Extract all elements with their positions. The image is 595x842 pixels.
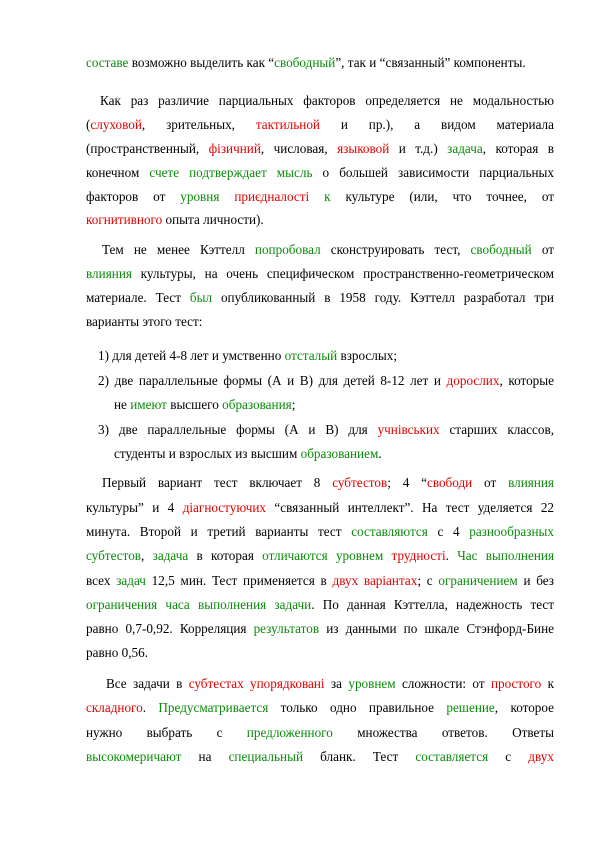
highlighted-text-red: дорослих (446, 373, 500, 388)
text-run: ; 4 “ (387, 475, 427, 490)
text-line (98, 348, 554, 364)
text-run: и т.д.) (389, 141, 448, 156)
highlighted-text-red: діагностуючих (182, 500, 266, 515)
highlighted-text-green: отличаются уровнем (262, 548, 384, 563)
text-run: факторов от (86, 189, 181, 204)
text-line (102, 242, 554, 258)
highlighted-text-green: высокомеричают (86, 749, 182, 764)
text-line (106, 676, 554, 692)
text-line (86, 55, 554, 71)
text-line (86, 548, 554, 564)
text-run: ”, так и “связанный” компоненты. (335, 55, 526, 70)
text-line (86, 266, 554, 282)
highlighted-text-red: языковой (337, 141, 390, 156)
text-run: ; с (417, 573, 439, 588)
text-run: 12,5 мин. Тест применяется в (145, 573, 333, 588)
text-run: . (142, 700, 159, 715)
highlighted-text-green: уровня (180, 189, 220, 204)
highlighted-text-green: задача (447, 141, 483, 156)
highlighted-text-green: свободный (274, 55, 336, 70)
text-run: , зрительных, (141, 117, 256, 132)
highlighted-text-green: имеют (130, 397, 167, 412)
text-run: минута. Второй и третий варианты тест (86, 524, 352, 539)
highlighted-text-red: учнівських (377, 422, 440, 437)
highlighted-text-green: ограничения часа выполнения задачи (86, 597, 312, 612)
text-line (86, 621, 554, 637)
highlighted-text-red: тактильной (255, 117, 320, 132)
highlighted-text-red: приєдналості (234, 189, 310, 204)
text-run: не (114, 397, 131, 412)
text-run: 2) две параллельные формы (А и В) для детей 8-12 лет и (98, 373, 447, 388)
text-line (86, 645, 554, 661)
text-run: сложности: от (395, 676, 491, 691)
highlighted-text-green: результатов (253, 621, 320, 636)
highlighted-text-green: субтестов (86, 548, 142, 563)
text-run: студенты и взрослых из высшим (114, 446, 301, 461)
text-run: . (445, 548, 458, 563)
text-run: с (488, 749, 529, 764)
text-run: конечном (86, 165, 150, 180)
text-run: к (541, 676, 554, 691)
text-run: от (531, 242, 555, 257)
highlighted-text-green: влияния (508, 475, 554, 490)
highlighted-text-red: субтестов (332, 475, 388, 490)
text-run: с 4 (427, 524, 470, 539)
text-run: нужно выбрать с (86, 725, 247, 740)
text-line (86, 749, 554, 765)
highlighted-text-red: фізичний (208, 141, 261, 156)
highlighted-text-green: был (189, 290, 213, 305)
text-line (86, 314, 554, 330)
text-run (309, 189, 324, 204)
text-line (86, 212, 554, 228)
highlighted-text-green: образования (222, 397, 292, 412)
highlighted-text-red: двух (528, 749, 554, 764)
text-line (86, 597, 554, 613)
text-run: возможно выделить как “ (128, 55, 275, 70)
text-line (86, 725, 554, 741)
highlighted-text-green: попробовал (254, 242, 321, 257)
highlighted-text-green: составляется (415, 749, 489, 764)
text-line (100, 93, 554, 109)
text-run: высшего (166, 397, 223, 412)
highlighted-text-green: специальный (228, 749, 303, 764)
text-run (383, 548, 391, 563)
text-run: всех (86, 573, 117, 588)
text-run: взрослых; (337, 348, 397, 363)
text-run: культуры, на очень специфическом пространственно-геометрическом (131, 266, 554, 281)
text-run: только одно правильное (268, 700, 447, 715)
text-line (86, 165, 554, 181)
text-run: от (472, 475, 509, 490)
text-run: культуре (или, что точнее, от (330, 189, 555, 204)
text-line (86, 500, 554, 516)
text-run: равно 0,7-0,92. Корреляция (86, 621, 254, 636)
text-line (86, 700, 554, 716)
highlighted-text-green: образованием (300, 446, 379, 461)
text-line (86, 524, 554, 540)
text-run: из данными по шкале Стэнфорд-Бине (319, 621, 554, 636)
text-run: , (141, 548, 153, 563)
highlighted-text-red: когнитивного (86, 212, 163, 227)
text-run: и без (517, 573, 555, 588)
highlighted-text-green: уровнем (348, 676, 396, 691)
highlighted-text-red: свободи (426, 475, 473, 490)
text-run: материале. Тест (86, 290, 190, 305)
text-run: “связанный интеллект”. На тест уделяется 22 (265, 500, 555, 515)
text-run: Первый вариант тест включает 8 (102, 475, 333, 490)
highlighted-text-green: решение (446, 700, 495, 715)
text-run: Как раз различие парциальных факторов определяется не модальностью (100, 93, 554, 108)
highlighted-text-red: трудності (391, 548, 446, 563)
text-run: опубликованный в 1958 году. Кэттелл разработал три (212, 290, 554, 305)
highlighted-text-green: ограничением (438, 573, 518, 588)
highlighted-text-red: двух варіантах (332, 573, 418, 588)
highlighted-text-red: субтестах упорядковані (188, 676, 325, 691)
text-run: и пр.), а видом материала (319, 117, 554, 132)
text-run: 1) для детей 4-8 лет и умственно (98, 348, 285, 363)
text-line (86, 117, 554, 133)
text-run: варианты этого тест: (86, 314, 203, 329)
highlighted-text-green: влияния (86, 266, 132, 281)
text-line (86, 290, 554, 306)
text-line (98, 373, 554, 389)
text-run: , которые (499, 373, 554, 388)
text-run: культуры” и 4 (86, 500, 183, 515)
highlighted-text-green: составе (86, 55, 129, 70)
text-run: о большей зависимости парциальных (312, 165, 554, 180)
text-run: равно 0,56. (86, 645, 148, 660)
text-line (86, 189, 554, 205)
text-run: бланк. Тест (303, 749, 416, 764)
text-run: Все задачи в (106, 676, 189, 691)
text-run (219, 189, 234, 204)
text-run: множества ответов. Ответы (332, 725, 554, 740)
text-run: ; (291, 397, 296, 412)
highlighted-text-red: складного (86, 700, 143, 715)
text-line (114, 397, 554, 413)
highlighted-text-green: к (324, 189, 331, 204)
text-run: Тем не менее Кэттелл (102, 242, 255, 257)
highlighted-text-green: счете подтверждает мысль (149, 165, 313, 180)
highlighted-text-green: предложенного (246, 725, 333, 740)
highlighted-text-red: простого (490, 676, 542, 691)
text-line (114, 446, 554, 462)
text-run: (пространственный, (86, 141, 209, 156)
text-line (86, 573, 554, 589)
text-run: , числовая, (260, 141, 338, 156)
highlighted-text-green: задач (116, 573, 146, 588)
text-run: . (378, 446, 382, 461)
text-run: опыта личности). (162, 212, 264, 227)
text-line (86, 141, 554, 157)
text-line (98, 422, 554, 438)
text-run: на (181, 749, 229, 764)
text-line (102, 475, 554, 491)
highlighted-text-green: задача (152, 548, 189, 563)
text-run: ( (86, 117, 91, 132)
highlighted-text-green: Час выполнения (457, 548, 555, 563)
text-run: . По данная Кэттелла, надежность тест (311, 597, 555, 612)
text-run: , которое (494, 700, 555, 715)
text-run: , которая в (482, 141, 554, 156)
highlighted-text-red: слуховой (90, 117, 142, 132)
highlighted-text-green: составляются (351, 524, 428, 539)
highlighted-text-green: разнообразных (469, 524, 554, 539)
text-run: за (324, 676, 349, 691)
highlighted-text-green: свободный (470, 242, 532, 257)
text-run: старших классов, (439, 422, 554, 437)
text-run: сконструировать тест, (320, 242, 471, 257)
highlighted-text-green: отсталый (284, 348, 338, 363)
text-run: в которая (188, 548, 263, 563)
highlighted-text-green: Предусматривается (158, 700, 269, 715)
text-run: 3) две параллельные формы (А и В) для (98, 422, 378, 437)
